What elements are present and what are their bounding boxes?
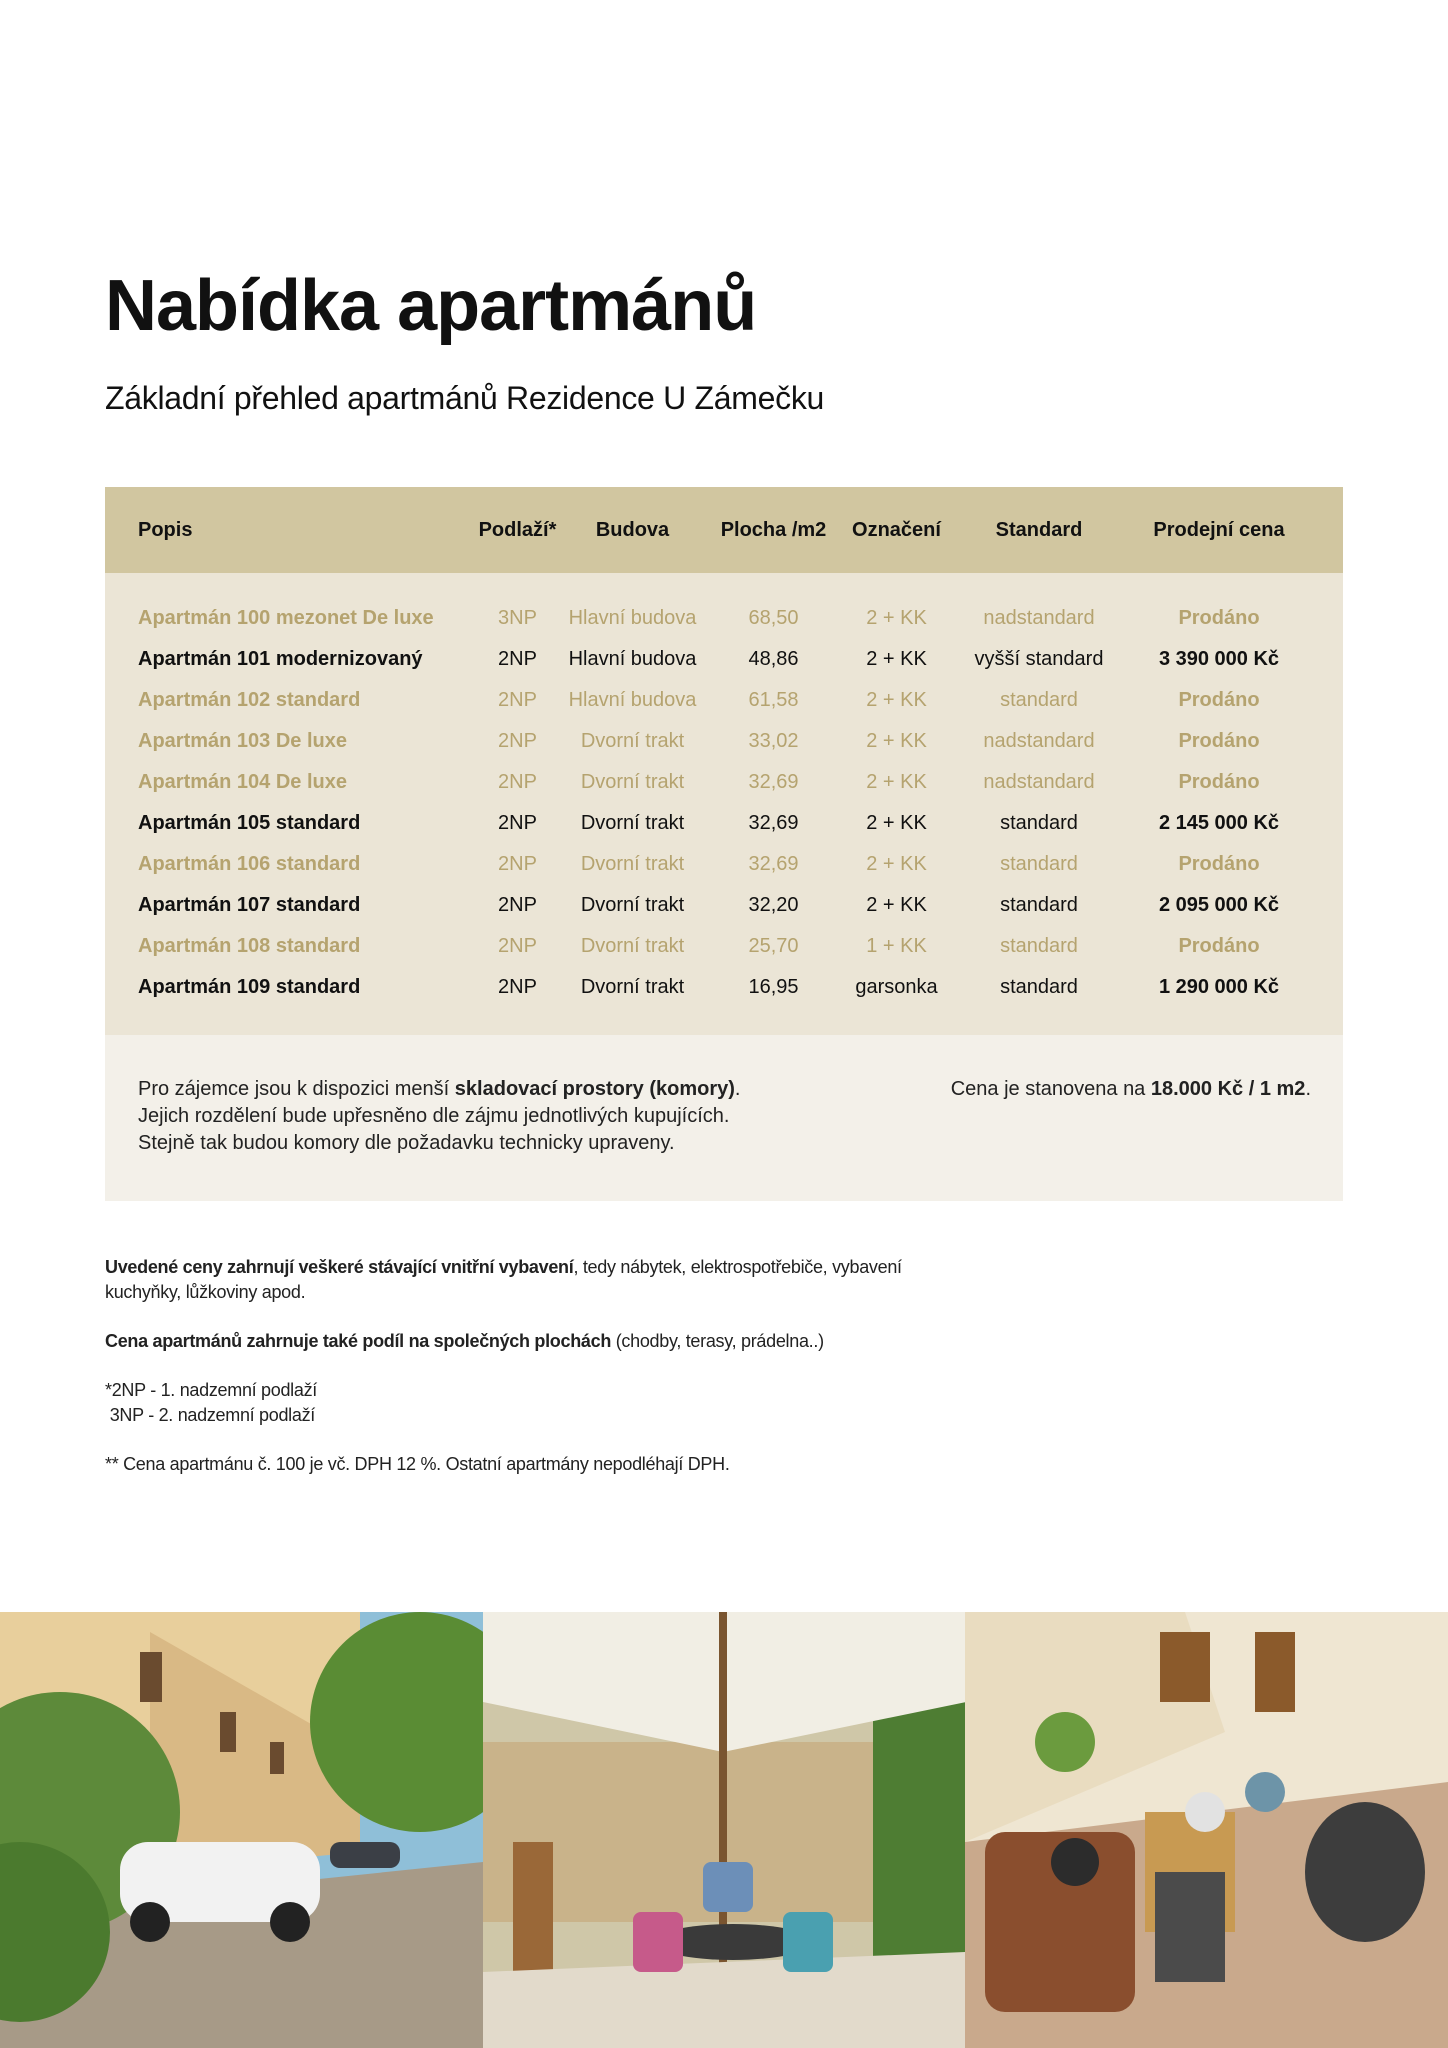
cell-podlazi: 2NP [498, 689, 537, 711]
cell-plocha: 48,86 [748, 648, 799, 670]
cell-oznaceni: 2 + KK [866, 771, 927, 793]
table-row [105, 762, 1343, 803]
storage-price-note [951, 1076, 1311, 1103]
storage-note-post: . [734, 1078, 741, 1100]
cell-standard: nadstandard [983, 607, 1095, 629]
cell-oznaceni: garsonka [855, 976, 938, 998]
cell-plocha: 32,69 [748, 853, 799, 875]
header-podlazi: Podlaží* [478, 518, 557, 541]
table-row [105, 803, 1343, 844]
cell-oznaceni: 2 + KK [866, 894, 927, 916]
table-row [105, 721, 1343, 762]
courtyard-photo [0, 1612, 483, 2048]
cell-popis: Apartmán 102 standard [138, 689, 361, 711]
cell-podlazi: 2NP [498, 935, 537, 957]
cell-popis: Apartmán 107 standard [138, 894, 361, 916]
page-title: Nabídka apartmánů [105, 266, 757, 346]
cell-budova: Dvorní trakt [580, 894, 685, 916]
cell-standard: standard [1000, 976, 1078, 998]
footnote-equipment-line2: kuchyňky, lůžkoviny apod. [105, 1282, 306, 1302]
cell-cena: 3 390 000 Kč [1158, 648, 1280, 670]
footnotes [105, 1255, 1005, 1477]
terrace-photo [965, 1612, 1448, 2048]
cell-popis: Apartmán 105 standard [138, 812, 361, 834]
cell-standard: standard [1000, 812, 1078, 834]
cell-podlazi: 2NP [498, 771, 537, 793]
footnote-vat: ** Cena apartmánu č. 100 je vč. DPH 12 %. Ostatní apartmány nepodléhají DPH. [105, 1454, 730, 1474]
cell-budova: Dvorní trakt [580, 976, 685, 998]
table-row [105, 885, 1343, 926]
cell-oznaceni: 1 + KK [866, 935, 927, 957]
patio-photo [483, 1612, 966, 2048]
storage-note-bold: skladovací prostory (komory) [454, 1078, 735, 1100]
header-cena: Prodejní cena [1153, 518, 1285, 541]
cell-plocha: 68,50 [748, 607, 799, 629]
storage-price-bold: 18.000 Kč / 1 m2 [1150, 1078, 1306, 1100]
cell-plocha: 16,95 [748, 976, 799, 998]
cell-podlazi: 2NP [498, 812, 537, 834]
cell-popis: Apartmán 106 standard [138, 853, 361, 875]
table-row [105, 680, 1343, 721]
footnote-floor-3np: 3NP - 2. nadzemní podlaží [105, 1405, 315, 1425]
table-body [105, 573, 1343, 1035]
cell-plocha: 32,69 [748, 771, 799, 793]
cell-plocha: 25,70 [748, 935, 799, 957]
cell-plocha: 32,69 [748, 812, 799, 834]
header-standard: Standard [995, 518, 1083, 541]
cell-standard: standard [1000, 853, 1078, 875]
cell-cena: Prodáno [1178, 689, 1260, 711]
cell-budova: Hlavní budova [568, 689, 697, 711]
table-row [105, 598, 1343, 639]
cell-oznaceni: 2 + KK [866, 730, 927, 752]
cell-plocha: 32,20 [748, 894, 799, 916]
cell-standard: vyšší standard [974, 648, 1104, 670]
cell-budova: Dvorní trakt [580, 935, 685, 957]
cell-popis: Apartmán 104 De luxe [138, 771, 347, 793]
cell-popis: Apartmán 109 standard [138, 976, 361, 998]
cell-podlazi: 2NP [498, 976, 537, 998]
photo-strip [0, 1612, 1448, 2048]
table-row [105, 844, 1343, 885]
cell-budova: Hlavní budova [568, 607, 697, 629]
cell-cena: Prodáno [1178, 607, 1260, 629]
storage-note-line2: Jejich rozdělení bude upřesněno dle zájmu jednotlivých kupujících. [138, 1105, 730, 1127]
cell-oznaceni: 2 + KK [866, 853, 927, 875]
header-plocha: Plocha /m2 [720, 518, 827, 541]
storage-notes [105, 1035, 1343, 1201]
cell-podlazi: 2NP [498, 648, 537, 670]
cell-cena: Prodáno [1178, 935, 1260, 957]
footnote-common-bold: Cena apartmánů zahrnuje také podíl na společných plochách [105, 1331, 612, 1351]
storage-price-pre: Cena je stanovena na [950, 1078, 1151, 1100]
cell-cena: Prodáno [1178, 771, 1260, 793]
cell-cena: 2 145 000 Kč [1158, 812, 1280, 834]
cell-podlazi: 2NP [498, 894, 537, 916]
cell-cena: 2 095 000 Kč [1158, 894, 1280, 916]
cell-plocha: 61,58 [748, 689, 799, 711]
cell-budova: Dvorní trakt [580, 771, 685, 793]
header-popis: Popis [138, 518, 193, 541]
table-header [105, 487, 1343, 573]
apartment-table [105, 487, 1343, 1201]
cell-oznaceni: 2 + KK [866, 812, 927, 834]
storage-note-line3: Stejně tak budou komory dle požadavku technicky upraveny. [138, 1132, 675, 1154]
cell-oznaceni: 2 + KK [866, 607, 927, 629]
table-row [105, 639, 1343, 680]
cell-popis: Apartmán 108 standard [138, 935, 361, 957]
cell-standard: standard [1000, 894, 1078, 916]
cell-cena: 1 290 000 Kč [1158, 976, 1280, 998]
table-row [105, 926, 1343, 967]
cell-popis: Apartmán 101 modernizovaný [138, 648, 423, 670]
storage-note-text [138, 1076, 740, 1157]
cell-podlazi: 3NP [498, 607, 537, 629]
footnote-equipment-rest: , tedy nábytek, elektrospotřebiče, vybavení [573, 1257, 902, 1277]
header-budova: Budova [595, 518, 670, 541]
table-row [105, 967, 1343, 1008]
cell-oznaceni: 2 + KK [866, 689, 927, 711]
cell-podlazi: 2NP [498, 730, 537, 752]
cell-budova: Dvorní trakt [580, 853, 685, 875]
storage-price-post: . [1305, 1078, 1311, 1100]
cell-budova: Dvorní trakt [580, 812, 685, 834]
header-oznaceni: Označení [852, 518, 941, 541]
cell-popis: Apartmán 103 De luxe [138, 730, 347, 752]
cell-standard: standard [1000, 689, 1078, 711]
cell-budova: Hlavní budova [568, 648, 697, 670]
cell-budova: Dvorní trakt [580, 730, 685, 752]
footnote-common-rest: (chodby, terasy, prádelna..) [611, 1331, 824, 1351]
cell-podlazi: 2NP [498, 853, 537, 875]
cell-standard: standard [1000, 935, 1078, 957]
cell-standard: nadstandard [983, 771, 1095, 793]
cell-cena: Prodáno [1178, 853, 1260, 875]
footnote-floor-2np: *2NP - 1. nadzemní podlaží [105, 1380, 317, 1400]
cell-popis: Apartmán 100 mezonet De luxe [138, 607, 434, 629]
cell-oznaceni: 2 + KK [866, 648, 927, 670]
storage-note-pre: Pro zájemce jsou k dispozici menší [138, 1078, 455, 1100]
page-subtitle: Základní přehled apartmánů Rezidence U Zámečku [105, 380, 825, 416]
footnote-equipment-bold: Uvedené ceny zahrnují veškeré stávající vnitřní vybavení [105, 1257, 574, 1277]
cell-standard: nadstandard [983, 730, 1095, 752]
cell-cena: Prodáno [1178, 730, 1260, 752]
cell-plocha: 33,02 [748, 730, 799, 752]
